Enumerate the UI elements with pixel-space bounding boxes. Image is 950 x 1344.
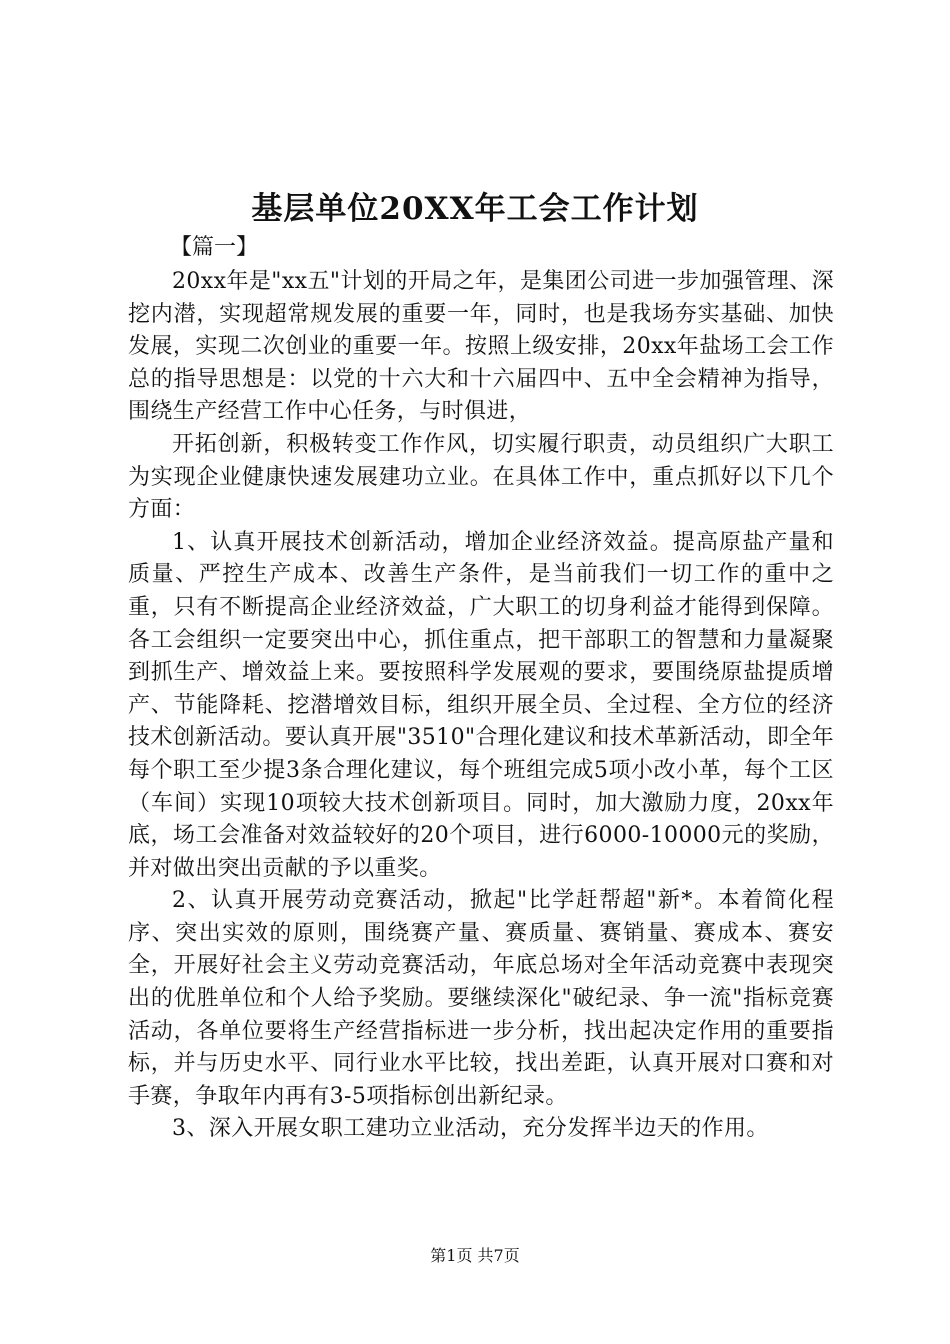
document-title: 基层单位20XX年工会工作计划 <box>251 191 699 227</box>
section-label: 【篇一】 <box>170 235 259 260</box>
paragraph: 3、深入开展女职工建功立业活动，充分发挥半边天的作用。 <box>172 1116 769 1142</box>
document-body <box>128 266 834 1146</box>
paragraph: 2、认真开展劳动竞赛活动，掀起"比学赶帮超"新*。本着简化程序、突出实效的原则，围绕赛产量、赛质量、赛销量、赛成本、赛安全，开展好社会主义劳动竞赛活动，年底总场对全年活动竞赛中表现突出的优胜单位和个人给予奖励。要继续深化"破纪录、争一流"指标竞赛活动，各单位要将生产经营指标进一步分析，找出起决定作用的重要指标，并与历史水平、同行业水平比较，找出差距，认真开展对口赛和对手赛，争取年内再有3-5项指标创出新纪录。 <box>128 888 834 1109</box>
page-footer: 第1页 共7页 <box>430 1246 520 1265</box>
paragraph: 开拓创新，积极转变工作作风，切实履行职责，动员组织广大职工为实现企业健康快速发展建功立业。在具体工作中，重点抓好以下几个方面： <box>128 431 834 523</box>
paragraph: 20xx年是"xx五"计划的开局之年，是集团公司进一步加强管理、深挖内潜，实现超常规发展的重要一年，同时，也是我场夯实基础、加快发展，实现二次创业的重要一年。按照上级安排，20xx年盐场工会工作总的指导思想是：以党的十六大和十六届四中、五中全会精神为指导，围绕生产经营工作中心任务，与时俱进， <box>128 269 834 425</box>
paragraph: 1、认真开展技术创新活动，增加企业经济效益。提高原盐产量和质量、严控生产成本、改善生产条件，是当前我们一切工作的重中之重，只有不断提高企业经济效益，广大职工的切身利益才能得到保障。各工会组织一定要突出中心，抓住重点，把干部职工的智慧和力量凝聚到抓生产、增效益上来。要按照科学发展观的要求，要围绕原盐提质增产、节能降耗、挖潜增效目标，组织开展全员、全过程、全方位的经济技术创新活动。要认真开展"3510"合理化建议和技术革新活动，即全年每个职工至少提3条合理化建议，每个班组完成5项小改小革，每个工区（车间）实现10项较大技术创新项目。同时，加大激励力度，20xx年底，场工会准备对效益较好的20个项目，进行6000-10000元的奖励，并对做出突出贡献的予以重奖。 <box>128 529 834 881</box>
